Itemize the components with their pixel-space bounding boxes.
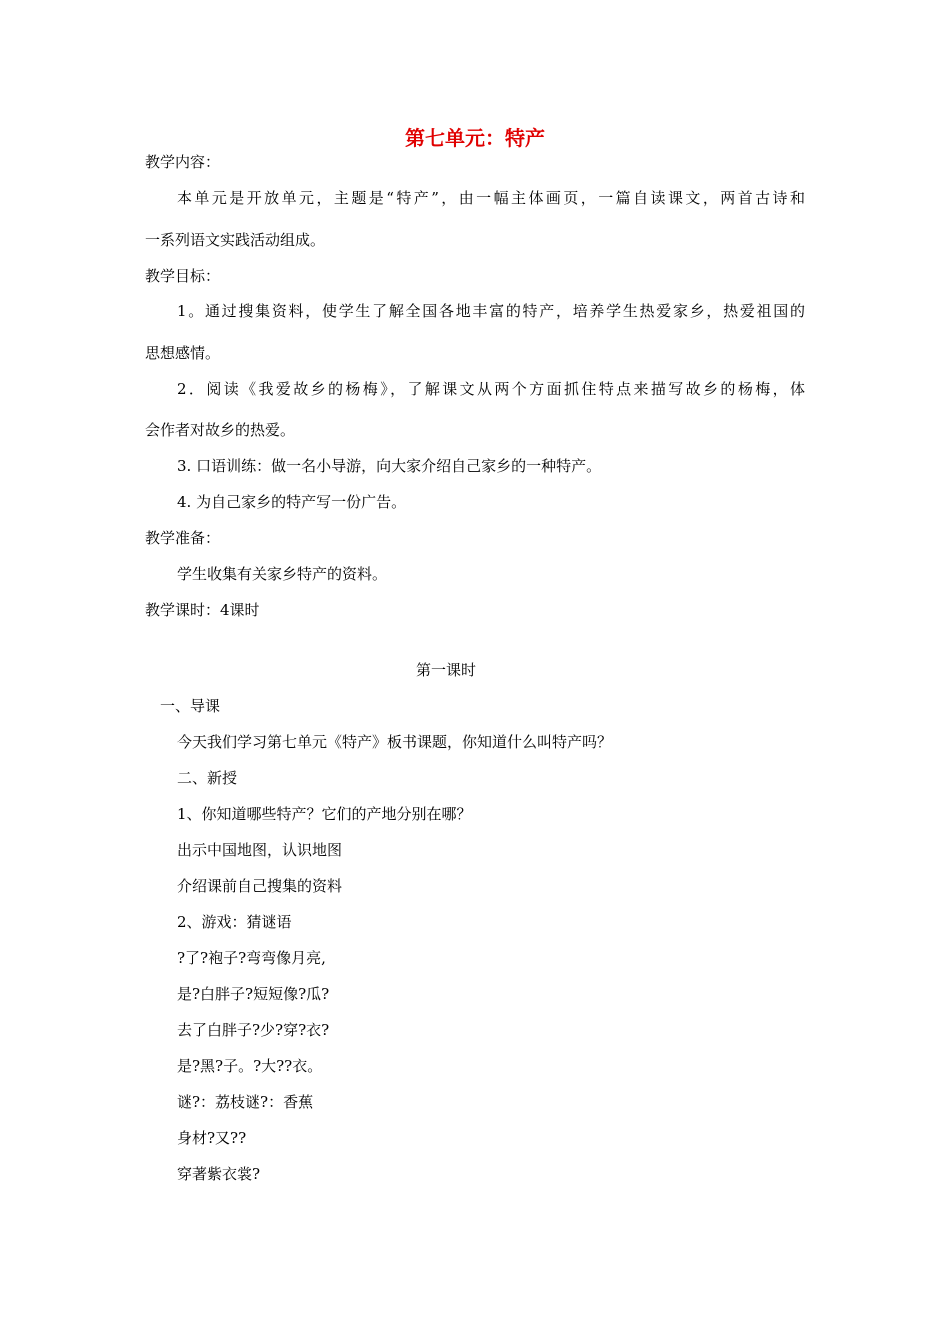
goal-3: 3. 口语训练：做一名小导游，向大家介绍自己家乡的一种特产。: [177, 457, 602, 475]
prep-heading: 教学准备：: [145, 529, 221, 547]
riddle-answers: 谜?：荔枝谜?：香蕉: [177, 1093, 314, 1111]
content-paragraph-line-1: 本单元是开放单元，主题是“特产”，由一幅主体画页，一篇自读课文，两首古诗和: [177, 189, 805, 207]
goal-4: 4. 为自己家乡的特产写一份广告。: [177, 493, 407, 511]
prep-text: 学生收集有关家乡特产的资料。: [177, 565, 388, 583]
new-lesson-item-1: 1、你知道哪些特产？它们的产地分别在哪？: [177, 805, 472, 823]
new-lesson-heading: 二、新授: [177, 769, 238, 787]
new-lesson-item-2: 2、游戏：猜谜语: [177, 913, 292, 931]
riddle-line-3: 去了白胖子?少?穿?衣?: [177, 1021, 330, 1039]
content-paragraph-line-2: 一系列语文实践活动组成。: [145, 231, 326, 249]
teaching-hours: 教学课时：4课时: [145, 601, 260, 619]
new-lesson-item-1a: 出示中国地图，认识地图: [177, 841, 343, 859]
goal-2-line-1: 2．阅读《我爱故乡的杨梅》，了解课文从两个方面抓住特点来描写故乡的杨梅，体: [177, 380, 805, 398]
goal-2-line-2: 会作者对故乡的热爱。: [145, 421, 296, 439]
goal-1-line-2: 思想感情。: [145, 344, 221, 362]
content-heading: 教学内容：: [145, 153, 221, 171]
goals-heading: 教学目标：: [145, 267, 221, 285]
document-title: 第七单元：特产: [405, 126, 545, 150]
riddle-line-1: ?了?袍子?弯弯像月亮,: [177, 949, 326, 967]
new-lesson-item-1b: 介绍课前自己搜集的资料: [177, 877, 343, 895]
riddle-line-4: 是?黑?子。?大??衣。: [177, 1057, 323, 1075]
lesson-1-title: 第一课时: [415, 661, 476, 679]
goal-1-line-1: 1。通过搜集资料，使学生了解全国各地丰富的特产，培养学生热爱家乡，热爱祖国的: [177, 302, 805, 320]
intro-heading: 一、导课: [160, 697, 221, 715]
riddle-line-6: 穿著紫衣裳?: [177, 1165, 261, 1183]
riddle-line-2: 是?白胖子?短短像?瓜?: [177, 985, 330, 1003]
riddle-line-5: 身材?又??: [177, 1129, 247, 1147]
intro-text: 今天我们学习第七单元《特产》板书课题，你知道什么叫特产吗？: [177, 733, 613, 751]
